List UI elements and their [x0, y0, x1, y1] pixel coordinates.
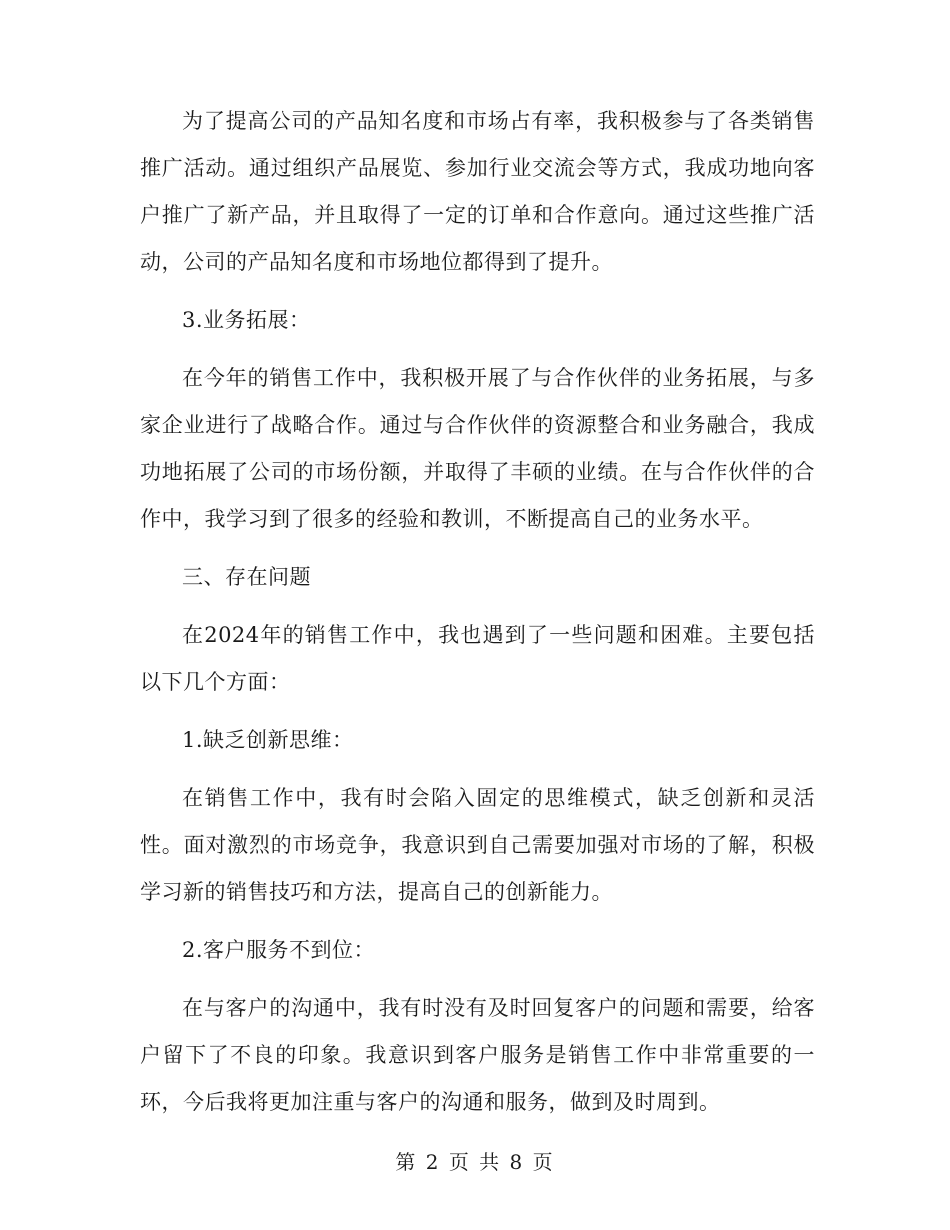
document-body [140, 98, 815, 1137]
paragraph-problems-intro: 在2024年的销售工作中，我也遇到了一些问题和困难。主要包括以下几个方面： [140, 623, 815, 694]
paragraph-business-expansion: 在今年的销售工作中，我积极开展了与合作伙伴的业务拓展，与多家企业进行了战略合作。通过与合作伙伴的资源整合和业务融合，我成功地拓展了公司的市场份额，并取得了丰硕的业绩。在与合作伙伴的合作中，我学习到了很多的经验和教训，不断提高自己的业务水平。 [140, 366, 815, 531]
heading-lack-innovation: 1.缺乏创新思维： [182, 728, 354, 752]
heading-existing-problems: 三、存在问题 [182, 565, 311, 589]
heading-customer-service: 2.客户服务不到位： [182, 938, 376, 962]
page-number-footer: 第 2 页 共 8 页 [395, 1150, 555, 1174]
paragraph-customer-service: 在与客户的沟通中，我有时没有及时回复客户的问题和需要，给客户留下了不良的印象。我意识到客户服务是销售工作中非常重要的一环，今后我将更加注重与客户的沟通和服务，做到及时周到。 [140, 996, 815, 1114]
heading-business-expansion: 3.业务拓展： [182, 308, 311, 332]
paragraph-lack-innovation: 在销售工作中，我有时会陷入固定的思维模式，缺乏创新和灵活性。面对激烈的市场竞争，我意识到自己需要加强对市场的了解，积极学习新的销售技巧和方法，提高自己的创新能力。 [140, 786, 815, 904]
paragraph-promotion: 为了提高公司的产品知名度和市场占有率，我积极参与了各类销售推广活动。通过组织产品展览、参加行业交流会等方式，我成功地向客户推广了新产品，并且取得了一定的订单和合作意向。通过这些推广活动，公司的产品知名度和市场地位都得到了提升。 [140, 109, 815, 274]
